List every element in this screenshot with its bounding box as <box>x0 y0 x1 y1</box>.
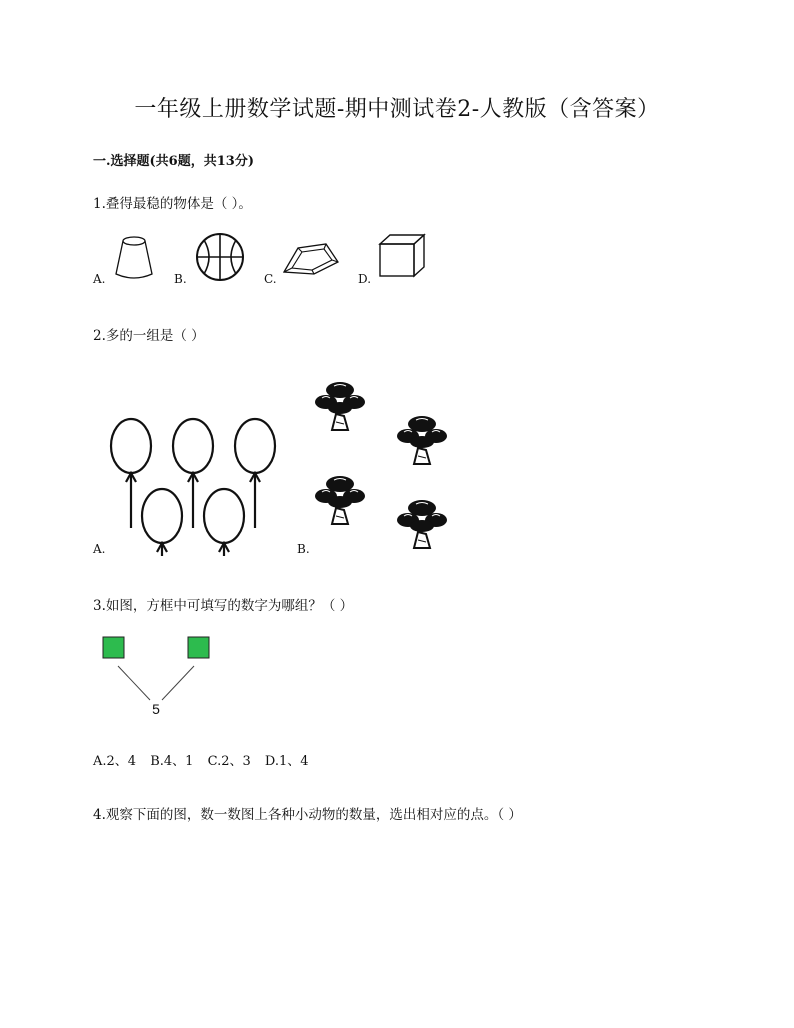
q2-option-b-label: B. <box>297 542 310 556</box>
q3-option-a: A.2、4 <box>93 754 137 769</box>
cube-icon <box>376 232 430 280</box>
q3-options <box>93 750 319 769</box>
q3-option-d: D.1、4 <box>264 754 309 769</box>
bond-total-number: 5 <box>152 701 160 717</box>
left-answer-box <box>103 637 124 658</box>
question-3-text: 3.如图，方框中可填写的数字为哪组？（ ） <box>93 598 354 614</box>
q3-option-c: C.2、3 <box>207 754 251 769</box>
number-bond-figure <box>100 634 216 718</box>
section-heading: 一.选择题(共6题，共13分) <box>93 154 254 169</box>
question-4-text: 4.观察下面的图，数一数图上各种小动物的数量，选出相对应的点。（ ） <box>93 807 522 823</box>
trees-group <box>310 376 466 556</box>
question-1-text: 1.叠得最稳的物体是（ ）。 <box>93 196 252 212</box>
prism-icon <box>280 238 342 278</box>
frustum-icon <box>110 232 158 282</box>
balloons-group <box>106 412 282 556</box>
q1-option-c-label: C. <box>264 272 277 286</box>
q1-option-a-label: A. <box>93 272 106 286</box>
basketball-icon <box>192 230 248 284</box>
question-2-text: 2.多的一组是（ ） <box>93 328 205 344</box>
q3-option-b: B.4、1 <box>150 754 194 769</box>
q2-option-a-label: A. <box>93 542 106 556</box>
q1-option-d-label: D. <box>358 272 372 286</box>
right-answer-box <box>188 637 209 658</box>
page-title: 一年级上册数学试题-期中测试卷2-人教版（含答案） <box>134 97 660 122</box>
q1-option-b-label: B. <box>174 272 187 286</box>
